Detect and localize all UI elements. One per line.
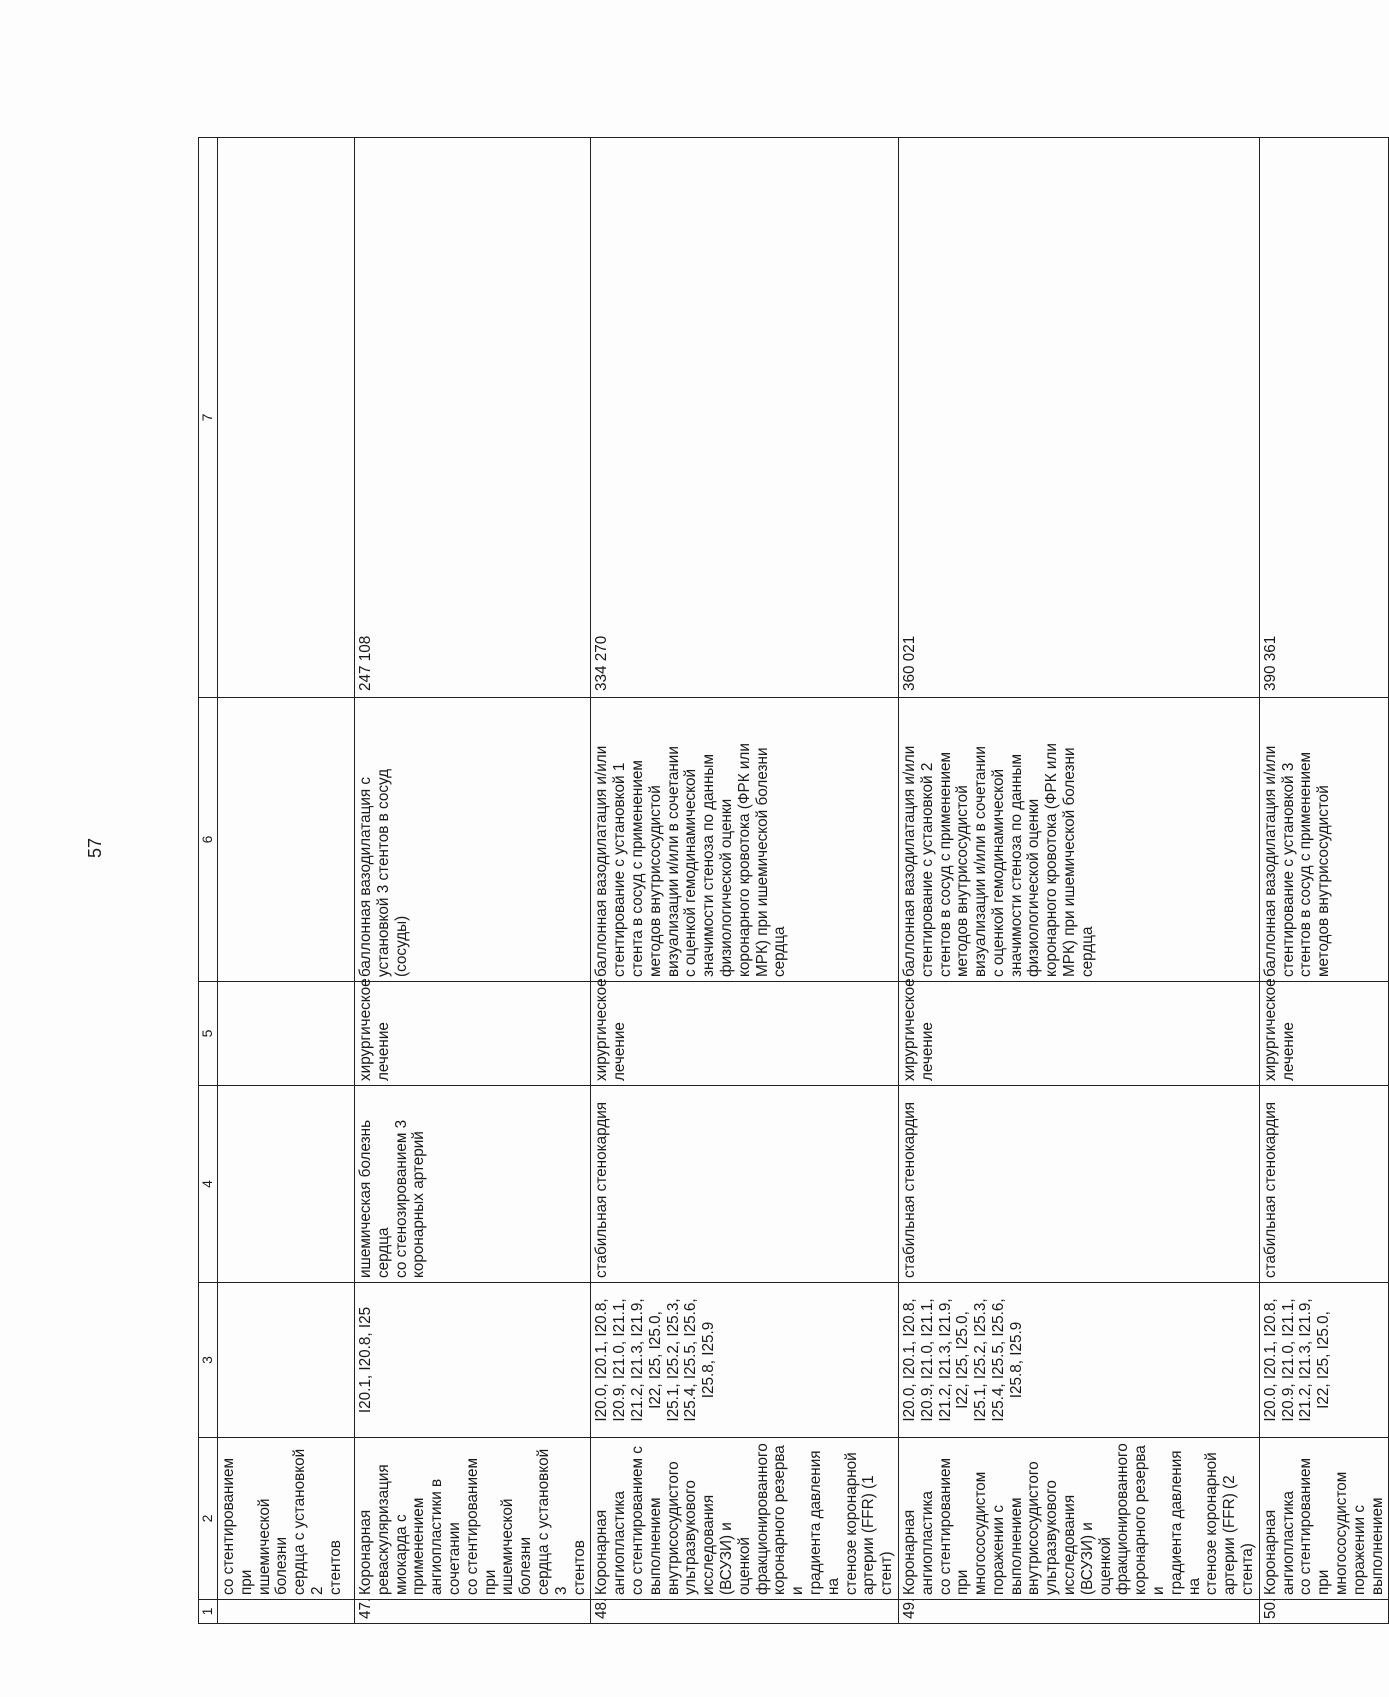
- treatment-type: хирургическое лечение: [898, 982, 1259, 1086]
- row-number: 48.: [591, 1600, 899, 1624]
- patient-model: ишемическая болезнь сердца со стенозированием 3 коронарных артерий: [355, 1086, 591, 1283]
- row-number: 49.: [898, 1600, 1259, 1624]
- header-col-3: 3: [199, 1283, 218, 1438]
- cost: 390 361: [1259, 138, 1389, 698]
- treatment-method: баллонная вазодилатация и/или стентирование с установкой 1 стента в сосуд с применением методов внутрисосудистой визуализации и/или в сочетании с оценкой гемодинамической значимости стеноза по данным физиологической оценки коронарного кровотока (ФРК или МРК) при ишемической болезни сердца: [591, 698, 899, 982]
- icd-codes: I20.0, I20.1, I20.8, I20.9, I21.0, I21.1, I21.2, I21.3, I21.9, I22, I25, I25.0,: [1259, 1283, 1389, 1438]
- patient-model: стабильная стенокардия: [1259, 1086, 1389, 1283]
- table-row: [1259, 138, 1389, 1624]
- table-row: [898, 138, 1259, 1624]
- icd-codes: I20.1, I20.8, I25: [355, 1283, 591, 1438]
- treatment-method: [218, 698, 355, 982]
- icd-codes: I20.0, I20.1, I20.8, I20.9, I21.0, I21.1, I21.2, I21.3, I21.9, I22, I25, I25.0, I25.1, I25.2, I25.3, I25.4, I25.5, I25.6, I25.8, I25.9: [898, 1283, 1259, 1438]
- patient-model: стабильная стенокардия: [591, 1086, 899, 1283]
- procedure-name: со стентированием при ишемической болезни сердца с установкой 2 стентов: [218, 1438, 355, 1600]
- table-row: [591, 138, 899, 1624]
- row-number: 47.: [355, 1600, 591, 1624]
- header-col-6: 6: [199, 698, 218, 982]
- row-number: [218, 1600, 355, 1624]
- row-number: 50.: [1259, 1600, 1389, 1624]
- procedure-name: Коронарная реваскуляризация миокарда с применением ангиопластики в сочетании со стентированием при ишемической болезни сердца с установкой 3 стентов: [355, 1438, 591, 1600]
- header-col-4: 4: [199, 1086, 218, 1283]
- page-number: 57: [85, 837, 105, 859]
- procedure-name: Коронарная ангиопластика со стентированием при многососудистом поражении с выполнением: [1259, 1438, 1389, 1600]
- treatment-type: [218, 982, 355, 1086]
- procedure-name: Коронарная ангиопластика со стентированием с выполнением внутрисосудистого ультразвукового исследования (ВСУЗИ) и оценкой фракционированного коронарного резерва и градиента давления на стенозе коронарной артерии (FFR) (1 стент): [591, 1438, 899, 1600]
- cost: [218, 138, 355, 698]
- header-col-2: 2: [199, 1438, 218, 1600]
- cost: 247 108: [355, 138, 591, 698]
- header-row: [199, 138, 218, 1624]
- patient-model: [218, 1086, 355, 1283]
- treatment-table: [198, 137, 1389, 1624]
- header-col-7: 7: [199, 138, 218, 698]
- treatment-method: баллонная вазодилатация и/или стентирование с установкой 2 стентов в сосуд с применением методов внутрисосудистой визуализации и/или в сочетании с оценкой гемодинамической значимости стеноза по данным физиологической оценки коронарного кровотока (ФРК или МРК) при ишемической болезни сердца: [898, 698, 1259, 982]
- icd-codes: I20.0, I20.1, I20.8, I20.9, I21.0, I21.1, I21.2, I21.3, I21.9, I22, I25, I25.0, I25.1, I25.2, I25.3, I25.4, I25.5, I25.6, I25.8, I25.9: [591, 1283, 899, 1438]
- cost: 334 270: [591, 138, 899, 698]
- patient-model: стабильная стенокардия: [898, 1086, 1259, 1283]
- header-col-1: 1: [199, 1600, 218, 1624]
- table-row: [355, 138, 591, 1624]
- treatment-type: хирургическое лечение: [1259, 982, 1389, 1086]
- treatment-method: баллонная вазодилатация с установкой 3 стентов в сосуд (сосуды): [355, 698, 591, 982]
- rotated-table-wrapper: [198, 138, 1386, 1624]
- cost: 360 021: [898, 138, 1259, 698]
- table-row: [218, 138, 355, 1624]
- treatment-type: хирургическое лечение: [355, 982, 591, 1086]
- treatment-type: хирургическое лечение: [591, 982, 899, 1086]
- treatment-method: баллонная вазодилатация и/или стентирование с установкой 3 стентов в сосуд с применением методов внутрисосудистой: [1259, 698, 1389, 982]
- procedure-name: Коронарная ангиопластика со стентированием при многососудистом поражении с выполнением внутрисосудистого ультразвукового исследования (ВСУЗИ) и оценкой фракционированного коронарного резерва и градиента давления на стенозе коронарной артерии (FFR) (2 стента): [898, 1438, 1259, 1600]
- icd-codes: [218, 1283, 355, 1438]
- header-col-5: 5: [199, 982, 218, 1086]
